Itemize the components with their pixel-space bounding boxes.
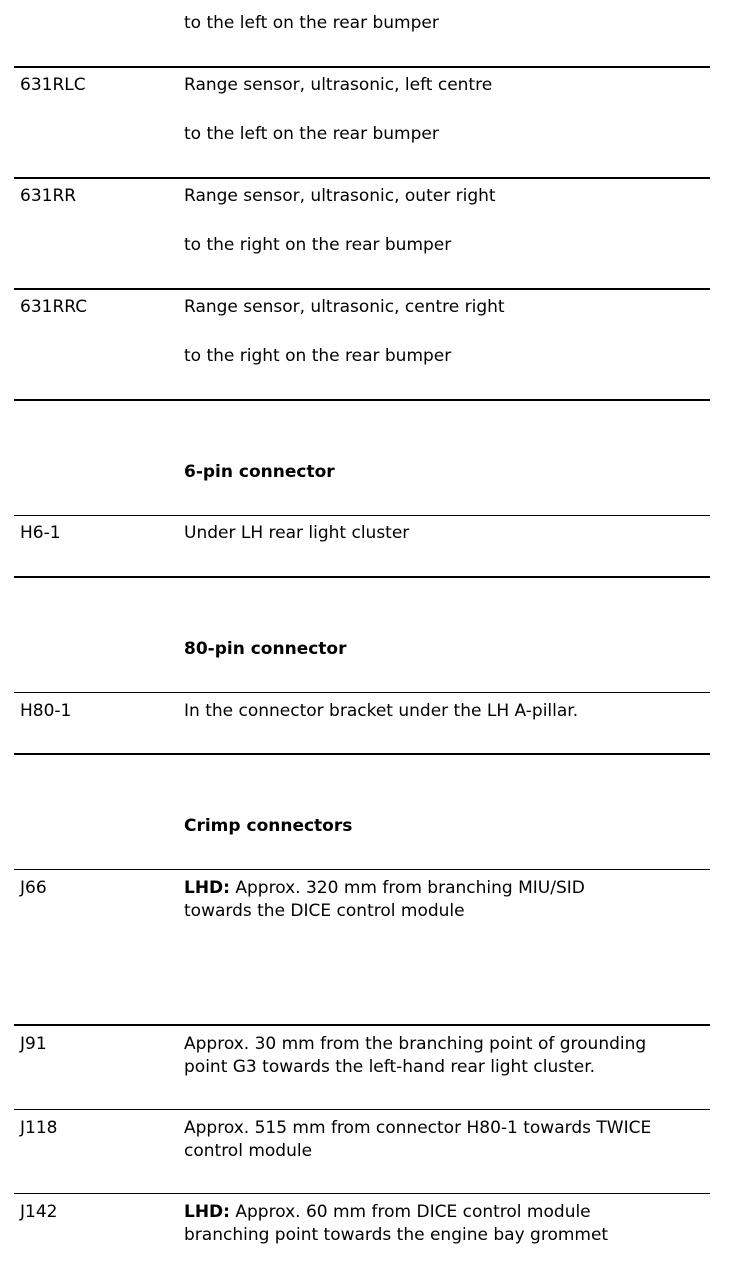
crimp-location-text: Approx. 60 mm from DICE control module: [229, 1202, 591, 1222]
crimp-location-text: Approx. 320 mm from branching MIU/SID: [229, 878, 585, 898]
crimp-code: J66: [20, 878, 47, 898]
row-divider: [14, 177, 710, 179]
row-divider: [14, 1109, 710, 1110]
connector-location: In the connector bracket under the LH A-pillar.: [184, 701, 579, 721]
crimp-location-line2: branching point towards the engine bay grommet: [184, 1225, 609, 1245]
component-description: Range sensor, ultrasonic, centre right: [184, 297, 505, 317]
component-code: 631RR: [20, 186, 77, 206]
crimp-code: J118: [20, 1118, 58, 1138]
component-location: to the left on the rear bumper: [184, 124, 439, 144]
crimp-location-line2: control module: [184, 1141, 313, 1161]
crimp-location: [184, 877, 585, 900]
row-divider: [14, 515, 710, 516]
component-code: 631RRC: [20, 297, 88, 317]
connector-code: H80-1: [20, 701, 72, 721]
row-divider: [14, 1193, 710, 1194]
section-heading: 80-pin connector: [184, 639, 347, 659]
row-description-line: to the left on the rear bumper: [184, 13, 439, 33]
crimp-location-line2: point G3 towards the left-hand rear light cluster.: [184, 1057, 596, 1077]
lhd-label: LHD:: [184, 878, 230, 898]
row-divider: [14, 66, 710, 68]
component-description: Range sensor, ultrasonic, left centre: [184, 75, 493, 95]
crimp-location: Approx. 30 mm from the branching point of grounding: [184, 1034, 647, 1054]
component-description: Range sensor, ultrasonic, outer right: [184, 186, 496, 206]
row-divider: [14, 692, 710, 693]
crimp-location: [184, 1201, 591, 1224]
section-heading: Crimp connectors: [184, 816, 353, 836]
crimp-code: J142: [20, 1202, 58, 1222]
component-location: to the right on the rear bumper: [184, 235, 452, 255]
component-location: to the right on the rear bumper: [184, 346, 452, 366]
section-divider: [14, 753, 710, 755]
row-divider: [14, 869, 710, 870]
crimp-location: Approx. 515 mm from connector H80-1 towards TWICE: [184, 1118, 652, 1138]
section-divider: [14, 576, 710, 578]
section-divider: [14, 399, 710, 401]
crimp-location-line2: towards the DICE control module: [184, 901, 465, 921]
connector-code: H6-1: [20, 523, 61, 543]
section-heading: 6-pin connector: [184, 462, 335, 482]
row-divider: [14, 288, 710, 290]
connector-location: Under LH rear light cluster: [184, 523, 410, 543]
lhd-label: LHD:: [184, 1202, 230, 1222]
crimp-code: J91: [20, 1034, 47, 1054]
component-code: 631RLC: [20, 75, 86, 95]
row-divider: [14, 1024, 710, 1026]
